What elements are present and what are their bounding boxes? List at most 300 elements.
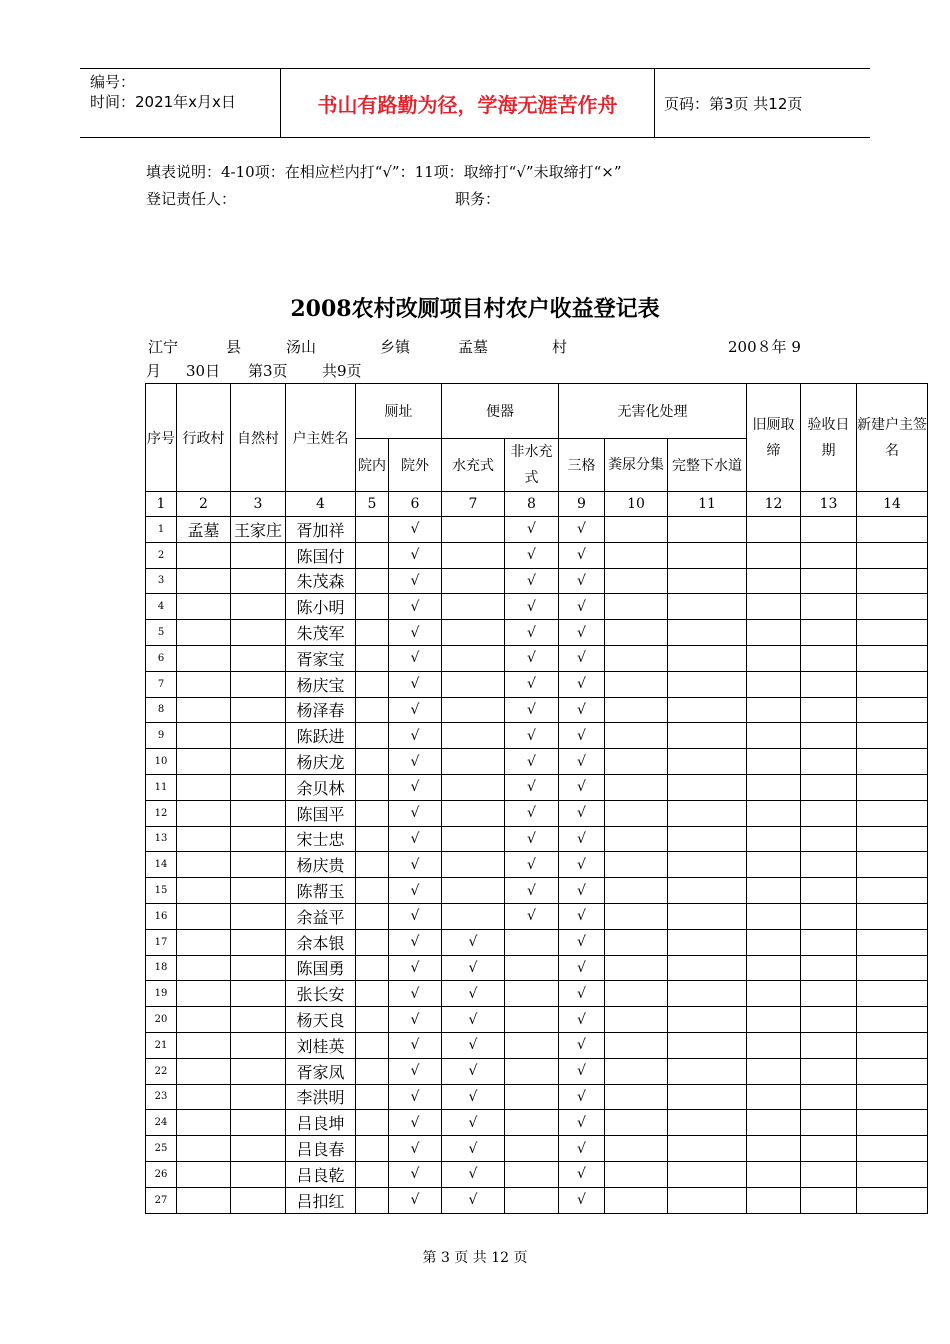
admin-village-cell: [177, 697, 231, 723]
out-yard-cell: √: [389, 1161, 442, 1187]
out-yard-cell: √: [389, 955, 442, 981]
accept-date-cell: [801, 903, 857, 929]
old-abolish-cell: [747, 800, 801, 826]
header-meta: [80, 69, 281, 137]
separation-cell: [605, 774, 668, 800]
head-name-cell: 余贝林: [286, 774, 356, 800]
head-name-cell: 杨天良: [286, 1007, 356, 1033]
non-flush-cell: √: [505, 826, 559, 852]
separation-cell: [605, 826, 668, 852]
accept-date-cell: [801, 1032, 857, 1058]
old-abolish-cell: [747, 645, 801, 671]
out-yard-cell: √: [389, 800, 442, 826]
head-name-cell: 陈小明: [286, 594, 356, 620]
out-yard-cell: √: [389, 517, 442, 543]
admin-village-cell: [177, 1007, 231, 1033]
separation-cell: [605, 955, 668, 981]
head-name-cell: 张长安: [286, 981, 356, 1007]
non-flush-cell: [505, 1187, 559, 1213]
in-yard-cell: [356, 568, 389, 594]
out-yard-cell: √: [389, 671, 442, 697]
three-cell-cell: √: [559, 723, 605, 749]
old-abolish-cell: [747, 774, 801, 800]
table-row: [146, 1007, 928, 1033]
row-seq: 2: [146, 542, 177, 568]
signature-cell: [857, 749, 928, 775]
accept-date-cell: [801, 542, 857, 568]
township: 汤山: [286, 338, 317, 356]
admin-village-cell: [177, 645, 231, 671]
head-name-cell: 杨泽春: [286, 697, 356, 723]
in-yard-cell: [356, 723, 389, 749]
old-abolish-cell: [747, 1007, 801, 1033]
sewer-cell: [668, 1110, 747, 1136]
old-abolish-cell: [747, 568, 801, 594]
old-abolish-cell: [747, 826, 801, 852]
natural-village-cell: [231, 852, 286, 878]
village: 孟墓: [458, 338, 489, 356]
out-yard-cell: √: [389, 981, 442, 1007]
old-abolish-cell: [747, 903, 801, 929]
three-cell-cell: √: [559, 620, 605, 646]
admin-village-cell: [177, 981, 231, 1007]
column-number: 10: [605, 492, 668, 517]
accept-date-cell: [801, 1084, 857, 1110]
three-cell-cell: √: [559, 1110, 605, 1136]
col-three-cell-header: 三格: [559, 439, 605, 492]
signature-cell: [857, 800, 928, 826]
accept-date-cell: [801, 878, 857, 904]
separation-cell: [605, 749, 668, 775]
flush-cell: √: [442, 1084, 505, 1110]
non-flush-cell: [505, 955, 559, 981]
signature-cell: [857, 1058, 928, 1084]
sewer-cell: [668, 955, 747, 981]
admin-village-cell: [177, 749, 231, 775]
non-flush-cell: √: [505, 645, 559, 671]
natural-village-cell: [231, 878, 286, 904]
three-cell-cell: √: [559, 517, 605, 543]
non-flush-cell: √: [505, 903, 559, 929]
registration-table: [145, 383, 928, 1214]
admin-village-cell: [177, 1058, 231, 1084]
admin-village-cell: [177, 955, 231, 981]
col-natural-village-header: 自然村: [231, 384, 286, 492]
non-flush-cell: [505, 1032, 559, 1058]
old-abolish-cell: [747, 1032, 801, 1058]
col-old-abolish-header: 旧厕取缔: [747, 384, 801, 492]
admin-village-cell: [177, 620, 231, 646]
row-seq: 19: [146, 981, 177, 1007]
signature-cell: [857, 929, 928, 955]
col-signature-header: 新建户主签名: [857, 384, 928, 492]
in-yard-cell: [356, 645, 389, 671]
head-name-cell: 朱茂军: [286, 620, 356, 646]
three-cell-cell: √: [559, 697, 605, 723]
in-yard-cell: [356, 878, 389, 904]
three-cell-cell: √: [559, 1136, 605, 1162]
column-number: 1: [146, 492, 177, 517]
separation-cell: [605, 1032, 668, 1058]
non-flush-cell: √: [505, 671, 559, 697]
column-number: 9: [559, 492, 605, 517]
separation-cell: [605, 929, 668, 955]
three-cell-cell: √: [559, 594, 605, 620]
non-flush-cell: √: [505, 542, 559, 568]
col-admin-village-header: 行政村: [177, 384, 231, 492]
admin-village-cell: [177, 594, 231, 620]
flush-cell: [442, 542, 505, 568]
signature-cell: [857, 878, 928, 904]
old-abolish-cell: [747, 620, 801, 646]
three-cell-cell: √: [559, 929, 605, 955]
admin-village-cell: [177, 929, 231, 955]
old-abolish-cell: [747, 1187, 801, 1213]
flush-cell: √: [442, 1136, 505, 1162]
row-seq: 24: [146, 1110, 177, 1136]
column-number: 12: [747, 492, 801, 517]
old-abolish-cell: [747, 852, 801, 878]
in-yard-cell: [356, 852, 389, 878]
natural-village-cell: [231, 1187, 286, 1213]
admin-village-cell: [177, 542, 231, 568]
natural-village-cell: [231, 1058, 286, 1084]
in-yard-cell: [356, 697, 389, 723]
flush-cell: [442, 671, 505, 697]
day: 30日: [186, 362, 221, 380]
table-row: [146, 981, 928, 1007]
in-yard-cell: [356, 826, 389, 852]
natural-village-cell: [231, 1161, 286, 1187]
table-row: [146, 542, 928, 568]
signature-cell: [857, 594, 928, 620]
table-row: [146, 1161, 928, 1187]
out-yard-cell: √: [389, 594, 442, 620]
three-cell-cell: √: [559, 1007, 605, 1033]
three-cell-cell: √: [559, 1032, 605, 1058]
accept-date-cell: [801, 1161, 857, 1187]
natural-village-cell: [231, 645, 286, 671]
natural-village-cell: [231, 826, 286, 852]
sewer-cell: [668, 981, 747, 1007]
flush-cell: √: [442, 1110, 505, 1136]
three-cell-cell: √: [559, 826, 605, 852]
head-name-cell: 吕良乾: [286, 1161, 356, 1187]
in-yard-cell: [356, 981, 389, 1007]
natural-village-cell: [231, 671, 286, 697]
separation-cell: [605, 542, 668, 568]
non-flush-cell: √: [505, 852, 559, 878]
accept-date-cell: [801, 852, 857, 878]
in-yard-cell: [356, 955, 389, 981]
out-yard-cell: √: [389, 1136, 442, 1162]
page-total: 共9页: [322, 362, 362, 380]
signature-cell: [857, 852, 928, 878]
accept-date-cell: [801, 645, 857, 671]
table-body: [146, 517, 928, 1214]
table-row: [146, 620, 928, 646]
signature-cell: [857, 903, 928, 929]
separation-cell: [605, 620, 668, 646]
flush-cell: [442, 620, 505, 646]
table-row: [146, 800, 928, 826]
flush-cell: [442, 903, 505, 929]
separation-cell: [605, 903, 668, 929]
natural-village-cell: [231, 774, 286, 800]
sewer-cell: [668, 697, 747, 723]
table-row: [146, 929, 928, 955]
signature-cell: [857, 826, 928, 852]
three-cell-cell: √: [559, 981, 605, 1007]
sewer-cell: [668, 903, 747, 929]
row-seq: 16: [146, 903, 177, 929]
col-out-yard-header: 院外: [389, 439, 442, 492]
separation-cell: [605, 568, 668, 594]
accept-date-cell: [801, 749, 857, 775]
table-row: [146, 517, 928, 543]
col-accept-date-header: 验收日期: [801, 384, 857, 492]
head-name-cell: 陈跃进: [286, 723, 356, 749]
head-name-cell: 杨庆龙: [286, 749, 356, 775]
col-harmless-header: 无害化处理: [559, 384, 747, 439]
in-yard-cell: [356, 1110, 389, 1136]
motto: 书山有路勤为径，学海无涯苦作舟: [281, 69, 655, 137]
old-abolish-cell: [747, 542, 801, 568]
natural-village-cell: [231, 929, 286, 955]
table-row: [146, 903, 928, 929]
three-cell-cell: √: [559, 568, 605, 594]
separation-cell: [605, 1007, 668, 1033]
village-unit: 村: [552, 338, 568, 356]
column-number: 6: [389, 492, 442, 517]
admin-village-cell: [177, 852, 231, 878]
table-row: [146, 1110, 928, 1136]
natural-village-cell: 王家庄: [231, 517, 286, 543]
out-yard-cell: √: [389, 645, 442, 671]
old-abolish-cell: [747, 517, 801, 543]
col-toilet-bowl-header: 便器: [442, 384, 559, 439]
county-unit: 县: [226, 338, 242, 356]
flush-cell: √: [442, 929, 505, 955]
head-name-cell: 杨庆贵: [286, 852, 356, 878]
year-month: 200８年 9: [728, 338, 801, 356]
col-toilet-site-header: 厕址: [356, 384, 442, 439]
admin-village-cell: [177, 1084, 231, 1110]
admin-village-cell: [177, 774, 231, 800]
separation-cell: [605, 723, 668, 749]
flush-cell: √: [442, 1187, 505, 1213]
old-abolish-cell: [747, 749, 801, 775]
accept-date-cell: [801, 1136, 857, 1162]
head-name-cell: 胥家凤: [286, 1058, 356, 1084]
natural-village-cell: [231, 800, 286, 826]
three-cell-cell: √: [559, 1187, 605, 1213]
accept-date-cell: [801, 1058, 857, 1084]
accept-date-cell: [801, 774, 857, 800]
row-seq: 20: [146, 1007, 177, 1033]
column-number: 7: [442, 492, 505, 517]
old-abolish-cell: [747, 955, 801, 981]
row-seq: 12: [146, 800, 177, 826]
signature-cell: [857, 1084, 928, 1110]
head-name-cell: 陈帮玉: [286, 878, 356, 904]
column-number: 13: [801, 492, 857, 517]
sewer-cell: [668, 749, 747, 775]
in-yard-cell: [356, 774, 389, 800]
row-seq: 4: [146, 594, 177, 620]
non-flush-cell: √: [505, 878, 559, 904]
flush-cell: √: [442, 1007, 505, 1033]
position-label: 职务：: [455, 190, 501, 208]
admin-village-cell: [177, 1032, 231, 1058]
separation-cell: [605, 1136, 668, 1162]
non-flush-cell: [505, 1084, 559, 1110]
row-seq: 3: [146, 568, 177, 594]
non-flush-cell: [505, 981, 559, 1007]
in-yard-cell: [356, 1032, 389, 1058]
out-yard-cell: √: [389, 1084, 442, 1110]
separation-cell: [605, 981, 668, 1007]
signature-cell: [857, 1110, 928, 1136]
flush-cell: [442, 800, 505, 826]
flush-cell: [442, 568, 505, 594]
natural-village-cell: [231, 1032, 286, 1058]
separation-cell: [605, 594, 668, 620]
non-flush-cell: √: [505, 749, 559, 775]
three-cell-cell: √: [559, 800, 605, 826]
head-name-cell: 余本银: [286, 929, 356, 955]
sewer-cell: [668, 517, 747, 543]
row-seq: 23: [146, 1084, 177, 1110]
signature-cell: [857, 1032, 928, 1058]
row-seq: 13: [146, 826, 177, 852]
accept-date-cell: [801, 1110, 857, 1136]
table-row: [146, 645, 928, 671]
col-separation-header: 粪尿分集: [605, 439, 668, 492]
out-yard-cell: √: [389, 542, 442, 568]
old-abolish-cell: [747, 594, 801, 620]
flush-cell: [442, 852, 505, 878]
page-label: 页码：第3页 共12页: [664, 94, 803, 113]
out-yard-cell: √: [389, 568, 442, 594]
separation-cell: [605, 697, 668, 723]
table-row: [146, 774, 928, 800]
natural-village-cell: [231, 955, 286, 981]
old-abolish-cell: [747, 671, 801, 697]
out-yard-cell: √: [389, 929, 442, 955]
admin-village-cell: [177, 1187, 231, 1213]
signature-cell: [857, 1187, 928, 1213]
head-name-cell: 胥加祥: [286, 517, 356, 543]
three-cell-cell: √: [559, 1084, 605, 1110]
three-cell-cell: √: [559, 852, 605, 878]
non-flush-cell: [505, 1007, 559, 1033]
page-title: 2008农村改厕项目村农户收益登记表: [290, 296, 660, 322]
flush-cell: [442, 749, 505, 775]
separation-cell: [605, 1084, 668, 1110]
col-sewer-header: 完整下水道: [668, 439, 747, 492]
sewer-cell: [668, 1187, 747, 1213]
row-seq: 6: [146, 645, 177, 671]
three-cell-cell: √: [559, 955, 605, 981]
old-abolish-cell: [747, 697, 801, 723]
out-yard-cell: √: [389, 749, 442, 775]
non-flush-cell: [505, 1136, 559, 1162]
admin-village-cell: [177, 903, 231, 929]
table-row: [146, 671, 928, 697]
signature-cell: [857, 568, 928, 594]
table-row: [146, 852, 928, 878]
signature-cell: [857, 723, 928, 749]
separation-cell: [605, 878, 668, 904]
admin-village-cell: [177, 723, 231, 749]
flush-cell: √: [442, 981, 505, 1007]
signature-cell: [857, 981, 928, 1007]
sewer-cell: [668, 542, 747, 568]
signature-cell: [857, 1007, 928, 1033]
table-row: [146, 697, 928, 723]
head-name-cell: 吕良春: [286, 1136, 356, 1162]
column-number: 5: [356, 492, 389, 517]
head-name-cell: 朱茂森: [286, 568, 356, 594]
document-header: [80, 68, 870, 138]
head-name-cell: 吕良坤: [286, 1110, 356, 1136]
sewer-cell: [668, 1058, 747, 1084]
sewer-cell: [668, 723, 747, 749]
flush-cell: √: [442, 955, 505, 981]
old-abolish-cell: [747, 981, 801, 1007]
admin-village-cell: 孟墓: [177, 517, 231, 543]
table-row: [146, 1058, 928, 1084]
row-seq: 18: [146, 955, 177, 981]
flush-cell: [442, 878, 505, 904]
admin-village-cell: [177, 878, 231, 904]
table-row: [146, 1032, 928, 1058]
head-name-cell: 胥家宝: [286, 645, 356, 671]
in-yard-cell: [356, 620, 389, 646]
in-yard-cell: [356, 542, 389, 568]
old-abolish-cell: [747, 723, 801, 749]
natural-village-cell: [231, 594, 286, 620]
in-yard-cell: [356, 517, 389, 543]
column-number: 11: [668, 492, 747, 517]
in-yard-cell: [356, 594, 389, 620]
row-seq: 8: [146, 697, 177, 723]
head-name-cell: 陈国平: [286, 800, 356, 826]
flush-cell: [442, 723, 505, 749]
registrar-label: 登记责任人：: [146, 190, 237, 208]
flush-cell: [442, 594, 505, 620]
flush-cell: [442, 697, 505, 723]
col-flush-header: 水充式: [442, 439, 505, 492]
page-footer: 第 3 页 共 12 页: [422, 1250, 528, 1266]
accept-date-cell: [801, 594, 857, 620]
old-abolish-cell: [747, 1084, 801, 1110]
row-seq: 21: [146, 1032, 177, 1058]
sewer-cell: [668, 878, 747, 904]
page-number: 第3页: [248, 362, 288, 380]
column-number-row: [146, 492, 928, 517]
row-seq: 17: [146, 929, 177, 955]
signature-cell: [857, 542, 928, 568]
old-abolish-cell: [747, 1136, 801, 1162]
head-name-cell: 杨庆宝: [286, 671, 356, 697]
admin-village-cell: [177, 568, 231, 594]
table-row: [146, 1084, 928, 1110]
signature-cell: [857, 955, 928, 981]
column-number: 3: [231, 492, 286, 517]
in-yard-cell: [356, 1007, 389, 1033]
